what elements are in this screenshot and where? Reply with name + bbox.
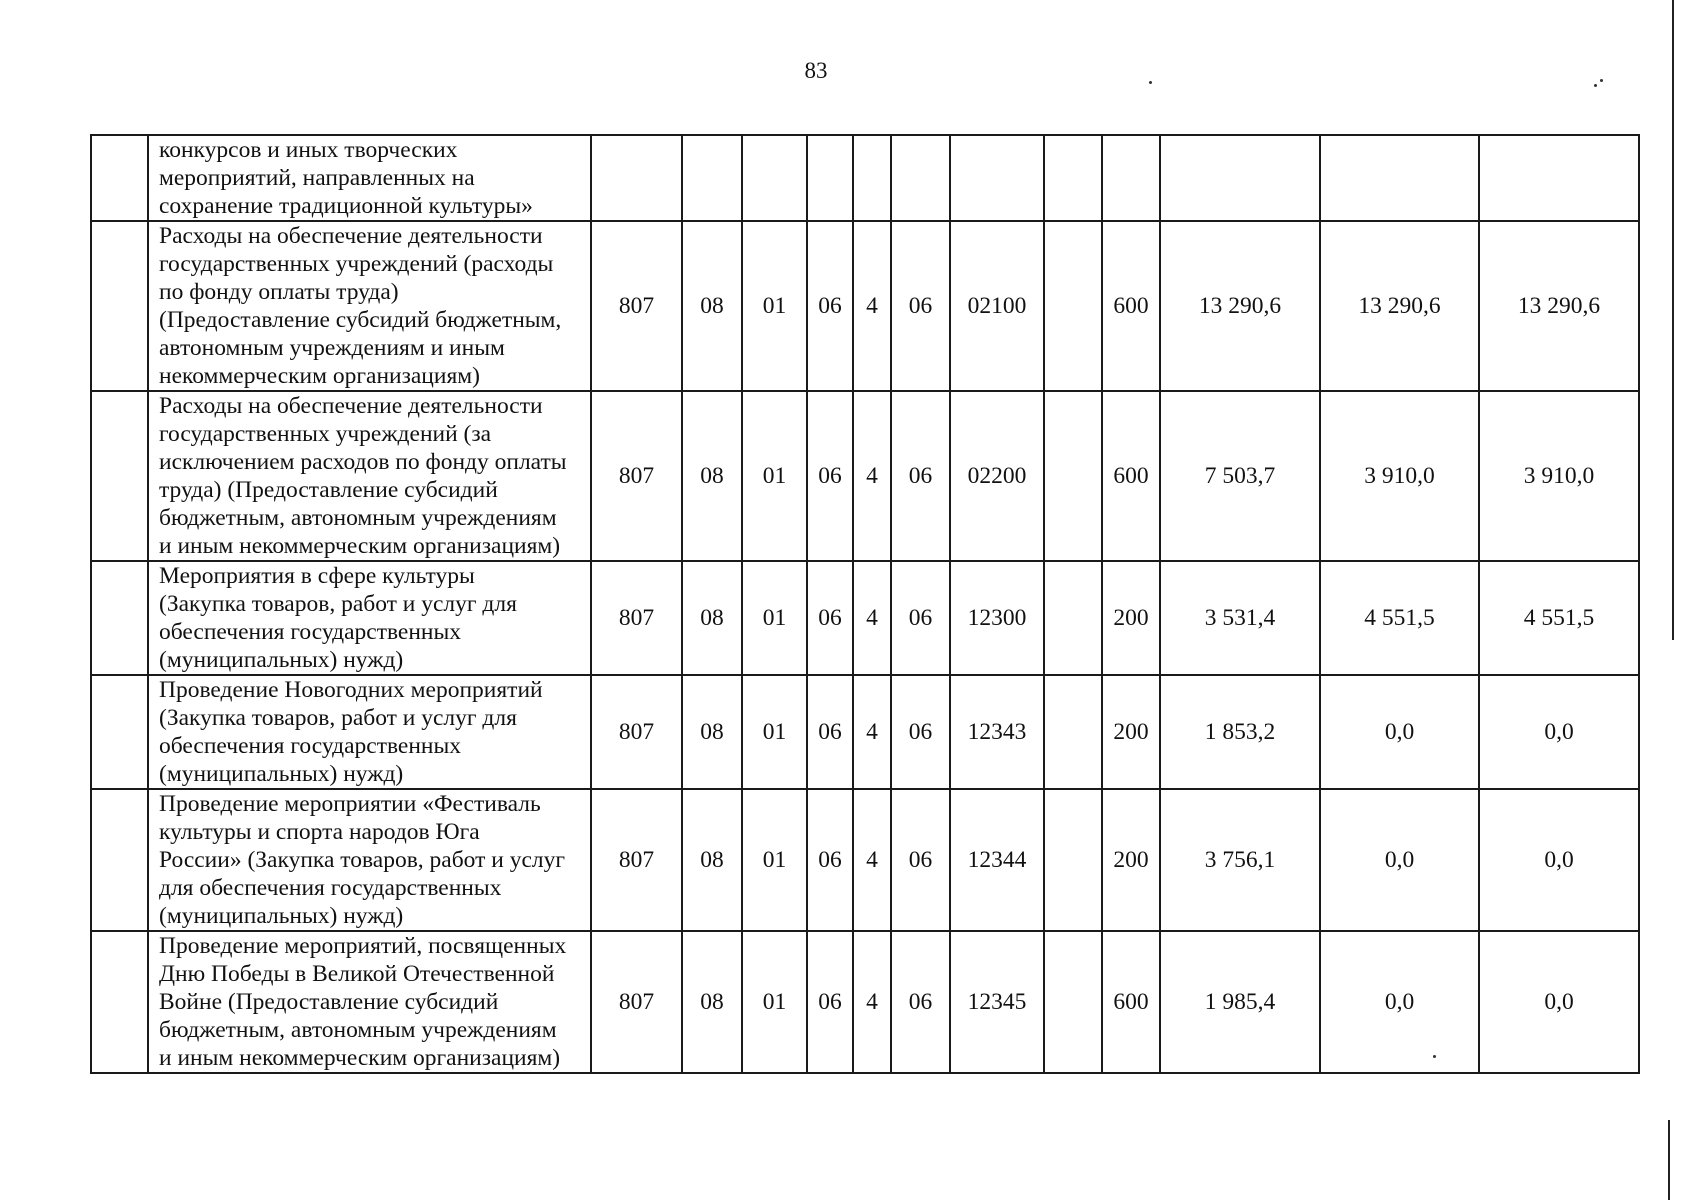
table-body: [91, 135, 1639, 1073]
description-line: сохранение традиционной культуры»: [159, 193, 533, 219]
amount-cell: 0,0: [1320, 789, 1479, 931]
row-index-cell: [91, 675, 148, 789]
code-cell: 08: [682, 931, 742, 1073]
amount-cell: 4 551,5: [1479, 561, 1639, 675]
code-cell: 12343: [950, 675, 1044, 789]
description-line: культуры и спорта народов Юга: [159, 819, 480, 845]
amount-cell: 3 756,1: [1160, 789, 1320, 931]
code-cell: 06: [807, 391, 853, 561]
amount-cell: 0,0: [1320, 675, 1479, 789]
scan-edge-line: [1672, 0, 1674, 640]
scan-edge-line: [1668, 1120, 1670, 1200]
description-line: (муниципальных) нужд): [159, 903, 404, 929]
code-cell: 02200: [950, 391, 1044, 561]
code-cell: 06: [807, 931, 853, 1073]
amount-cell: 0,0: [1479, 675, 1639, 789]
amount-cell: 13 290,6: [1160, 221, 1320, 391]
code-cell: 4: [853, 675, 891, 789]
code-cell: 01: [742, 221, 807, 391]
code-cell: [853, 135, 891, 221]
code-cell: 06: [891, 221, 950, 391]
amount-cell: 3 910,0: [1320, 391, 1479, 561]
code-cell: [591, 135, 682, 221]
amount-cell: [1320, 135, 1479, 221]
description-line: Расходы на обеспечение деятельности: [159, 393, 543, 419]
description-line: обеспечения государственных: [159, 733, 462, 759]
description-line: (Закупка товаров, работ и услуг для: [159, 591, 517, 617]
description-line: мероприятий, направленных на: [159, 165, 475, 191]
table-row: [91, 789, 1639, 931]
code-cell: 200: [1102, 789, 1160, 931]
description-line: бюджетным, автономным учреждениям: [159, 1017, 557, 1043]
code-cell: 600: [1102, 391, 1160, 561]
row-index-cell: [91, 135, 148, 221]
row-index-cell: [91, 221, 148, 391]
code-cell: [1044, 221, 1102, 391]
description-line: для обеспечения государственных: [159, 875, 502, 901]
code-cell: 12300: [950, 561, 1044, 675]
code-cell: 06: [807, 789, 853, 931]
description-cell: [148, 135, 591, 221]
code-cell: 807: [591, 789, 682, 931]
code-cell: 01: [742, 561, 807, 675]
description-line: автономным учреждениям и иным: [159, 335, 505, 361]
description-line: и иным некоммерческим организациям): [159, 1045, 561, 1071]
code-cell: 12345: [950, 931, 1044, 1073]
description-cell: [148, 931, 591, 1073]
description-line: бюджетным, автономным учреждениям: [159, 505, 557, 531]
description-line: Войне (Предоставление субсидий: [159, 989, 499, 1015]
code-cell: [1044, 931, 1102, 1073]
description-line: Дню Победы в Великой Отечественной: [159, 961, 555, 987]
code-cell: 4: [853, 221, 891, 391]
code-cell: [1044, 789, 1102, 931]
code-cell: [1044, 561, 1102, 675]
budget-table: [90, 134, 1640, 1074]
code-cell: 4: [853, 561, 891, 675]
code-cell: [742, 135, 807, 221]
code-cell: 01: [742, 675, 807, 789]
code-cell: [950, 135, 1044, 221]
description-cell: [148, 561, 591, 675]
code-cell: [891, 135, 950, 221]
amount-cell: 3 531,4: [1160, 561, 1320, 675]
description-line: Проведение мероприятии «Фестиваль: [159, 791, 541, 817]
code-cell: 01: [742, 931, 807, 1073]
code-cell: 807: [591, 675, 682, 789]
amount-cell: [1160, 135, 1320, 221]
amount-cell: 0,0: [1479, 931, 1639, 1073]
code-cell: 01: [742, 789, 807, 931]
code-cell: [1044, 135, 1102, 221]
scan-dot: [1594, 84, 1597, 87]
amount-cell: 1 853,2: [1160, 675, 1320, 789]
description-line: некоммерческим организациям): [159, 363, 480, 389]
code-cell: 06: [891, 789, 950, 931]
description-line: (муниципальных) нужд): [159, 761, 404, 787]
code-cell: 01: [742, 391, 807, 561]
description-line: Мероприятия в сфере культуры: [159, 563, 475, 589]
description-line: государственных учреждений (расходы: [159, 251, 554, 277]
code-cell: 06: [891, 675, 950, 789]
description-line: Проведение Новогодних мероприятий: [159, 677, 543, 703]
code-cell: 600: [1102, 931, 1160, 1073]
code-cell: [682, 135, 742, 221]
code-cell: 600: [1102, 221, 1160, 391]
code-cell: [1044, 675, 1102, 789]
amount-cell: [1479, 135, 1639, 221]
description-cell: [148, 675, 591, 789]
amount-cell: 0,0: [1320, 931, 1479, 1073]
code-cell: [807, 135, 853, 221]
amount-cell: 4 551,5: [1320, 561, 1479, 675]
description-line: обеспечения государственных: [159, 619, 462, 645]
code-cell: [1044, 391, 1102, 561]
description-line: (муниципальных) нужд): [159, 647, 404, 673]
description-cell: [148, 789, 591, 931]
description-line: Расходы на обеспечение деятельности: [159, 223, 543, 249]
code-cell: 807: [591, 931, 682, 1073]
code-cell: 4: [853, 931, 891, 1073]
code-cell: 06: [807, 675, 853, 789]
code-cell: 4: [853, 789, 891, 931]
amount-cell: 13 290,6: [1479, 221, 1639, 391]
code-cell: 06: [807, 561, 853, 675]
description-line: по фонду оплаты труда): [159, 279, 399, 305]
code-cell: 807: [591, 391, 682, 561]
description-line: конкурсов и иных творческих: [159, 137, 458, 163]
code-cell: 807: [591, 561, 682, 675]
row-index-cell: [91, 561, 148, 675]
code-cell: 06: [891, 561, 950, 675]
amount-cell: 13 290,6: [1320, 221, 1479, 391]
row-index-cell: [91, 789, 148, 931]
table-row: [91, 675, 1639, 789]
row-index-cell: [91, 931, 148, 1073]
description-line: России» (Закупка товаров, работ и услуг: [159, 847, 566, 873]
description-line: труда) (Предоставление субсидий: [159, 477, 498, 503]
table-row: [91, 931, 1639, 1073]
amount-cell: 1 985,4: [1160, 931, 1320, 1073]
description-line: государственных учреждений (за: [159, 421, 492, 447]
code-cell: 200: [1102, 561, 1160, 675]
description-cell: [148, 221, 591, 391]
description-cell: [148, 391, 591, 561]
code-cell: 200: [1102, 675, 1160, 789]
code-cell: 4: [853, 391, 891, 561]
code-cell: 02100: [950, 221, 1044, 391]
code-cell: 06: [807, 221, 853, 391]
amount-cell: 3 910,0: [1479, 391, 1639, 561]
page-number: 83: [804, 58, 828, 83]
table-row: [91, 391, 1639, 561]
scan-dot: [1600, 79, 1603, 82]
description-line: (Закупка товаров, работ и услуг для: [159, 705, 517, 731]
code-cell: 08: [682, 221, 742, 391]
code-cell: 807: [591, 221, 682, 391]
description-line: (Предоставление субсидий бюджетным,: [159, 307, 562, 333]
code-cell: 08: [682, 391, 742, 561]
table-row: [91, 135, 1639, 221]
code-cell: 08: [682, 561, 742, 675]
row-index-cell: [91, 391, 148, 561]
code-cell: 08: [682, 789, 742, 931]
amount-cell: 0,0: [1479, 789, 1639, 931]
description-line: и иным некоммерческим организациям): [159, 533, 561, 559]
table-row: [91, 561, 1639, 675]
description-line: Проведение мероприятий, посвященных: [159, 933, 567, 959]
amount-cell: 7 503,7: [1160, 391, 1320, 561]
code-cell: 08: [682, 675, 742, 789]
description-line: исключением расходов по фонду оплаты: [159, 449, 567, 475]
code-cell: [1102, 135, 1160, 221]
scan-dot: [1149, 81, 1152, 84]
code-cell: 06: [891, 931, 950, 1073]
code-cell: 12344: [950, 789, 1044, 931]
code-cell: 06: [891, 391, 950, 561]
table-row: [91, 221, 1639, 391]
